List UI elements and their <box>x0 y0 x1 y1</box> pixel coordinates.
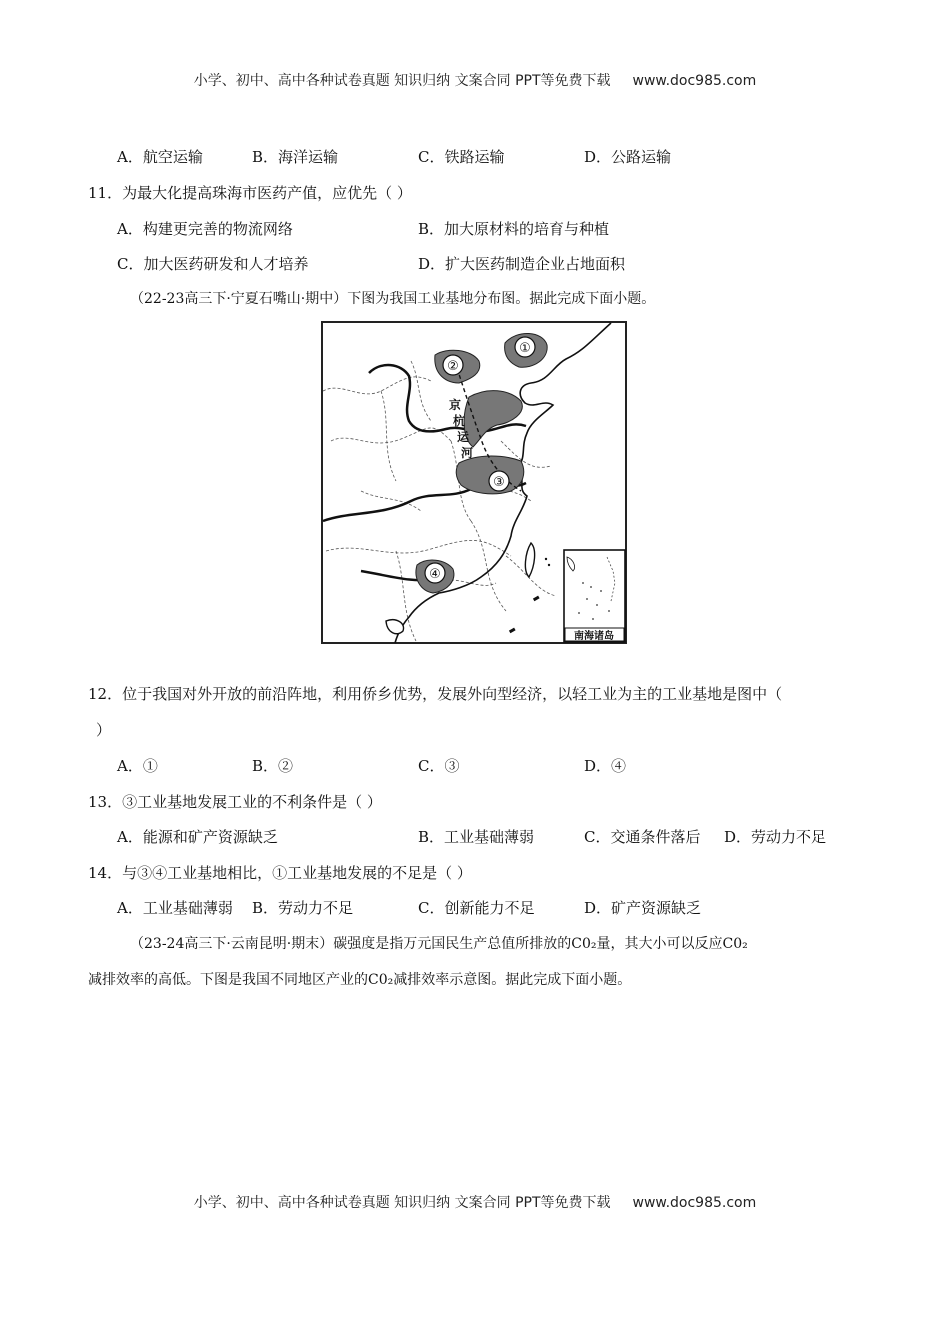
q14-option-d: D．矿产资源缺乏 <box>584 899 702 917</box>
q12-option-c: C．③ <box>418 757 460 775</box>
q10-option-d: D．公路运输 <box>584 148 672 166</box>
q13-option-d: D．劳动力不足 <box>724 828 827 846</box>
footer-text: 小学、初中、高中各种试卷真题 知识归纳 文案合同 PPT等免费下载 <box>193 1195 611 1211</box>
page-footer <box>0 1192 950 1212</box>
q12-option-b: B．② <box>252 757 294 775</box>
q11-option-a: A．构建更完善的物流网络 <box>117 220 293 238</box>
inset-label: 南海诸岛 <box>574 631 614 642</box>
q10-option-b: B．海洋运输 <box>252 148 339 166</box>
canal-char-3: 运 <box>457 430 470 444</box>
q10-option-a: A．航空运输 <box>117 148 203 166</box>
marker-4-label: ④ <box>429 567 441 582</box>
q11-option-b: B．加大原材料的培育与种植 <box>418 220 610 238</box>
marker-2-label: ② <box>447 359 459 374</box>
canal-char-4: 河 <box>461 446 474 460</box>
q13-stem: 13．③工业基地发展工业的不利条件是（ ） <box>88 793 382 811</box>
q11-option-c: C．加大医药研发和人才培养 <box>117 255 309 273</box>
q12-stem-line2: ） <box>96 721 112 739</box>
south-china-sea-inset <box>564 550 625 642</box>
intro-2-line2: 减排效率的高低。下图是我国不同地区产业的C0₂减排效率示意图。据此完成下面小题。 <box>88 972 632 988</box>
industrial-base-map <box>321 321 627 644</box>
q14-stem: 14．与③④工业基地相比，①工业基地发展的不足是（ ） <box>88 864 472 882</box>
base-3-region <box>456 456 524 494</box>
header-url[interactable]: www.doc985.com <box>632 73 757 89</box>
canal-char-1: 京 <box>449 398 462 412</box>
canal-char-2: 杭 <box>453 414 466 428</box>
intro-2-line1: （23-24高三下·云南昆明·期末）碳强度是指万元国民生产总值所排放的C0₂量，其大小可以反应C0₂ <box>130 936 748 952</box>
page-header <box>0 70 950 90</box>
q13-option-c: C．交通条件落后 <box>584 828 701 846</box>
q13-option-a: A．能源和矿产资源缺乏 <box>117 828 278 846</box>
marker-1-label: ① <box>519 341 531 356</box>
q11-stem: 11．为最大化提高珠海市医药产值，应优先（ ） <box>88 184 412 202</box>
q14-option-b: B．劳动力不足 <box>252 899 354 917</box>
footer-url[interactable]: www.doc985.com <box>632 1195 757 1211</box>
intro-1: （22-23高三下·宁夏石嘴山·期中）下图为我国工业基地分布图。据此完成下面小题。 <box>130 291 656 307</box>
q14-option-a: A．工业基础薄弱 <box>117 899 233 917</box>
marker-3-label: ③ <box>493 475 505 490</box>
q12-option-d: D．④ <box>584 757 627 775</box>
q14-option-c: C．创新能力不足 <box>418 899 535 917</box>
q12-option-a: A．① <box>117 757 158 775</box>
q11-option-d: D．扩大医药制造企业占地面积 <box>418 255 626 273</box>
header-text: 小学、初中、高中各种试卷真题 知识归纳 文案合同 PPT等免费下载 <box>193 73 611 89</box>
q13-option-b: B．工业基础薄弱 <box>418 828 535 846</box>
q10-option-c: C．铁路运输 <box>418 148 505 166</box>
q12-stem-line1: 12．位于我国对外开放的前沿阵地，利用侨乡优势，发展外向型经济，以轻工业为主的工业基地是图中（ <box>88 685 783 703</box>
